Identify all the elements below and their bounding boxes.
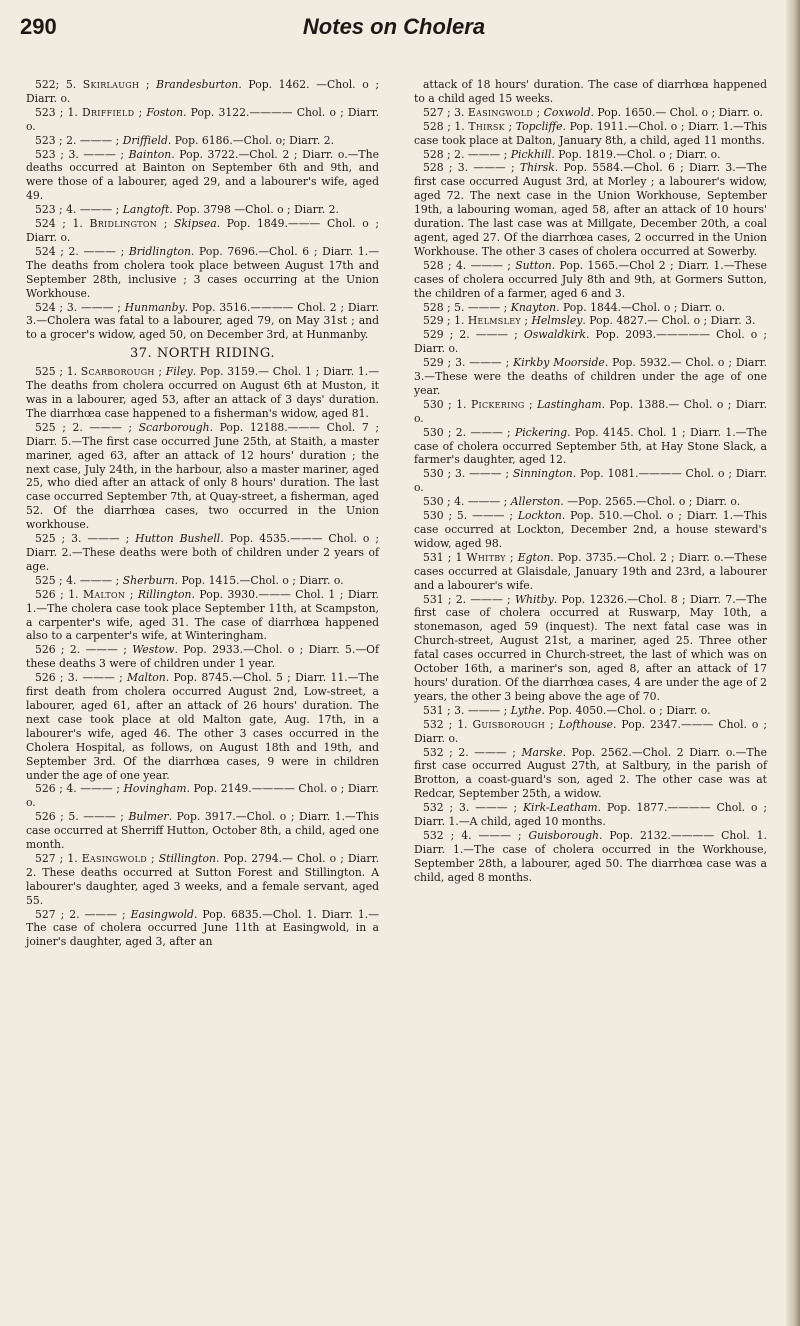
sub-district: Sutton	[515, 258, 552, 272]
sub-district: Knayton	[510, 300, 557, 314]
sub-district: Driffield	[122, 133, 168, 147]
entry-number: 530 ; 3. ——— ;	[423, 467, 513, 481]
entry-number: 532 ; 1.	[423, 717, 473, 731]
entry-text: Pop. 4145. Chol. 1 ; Diarr. 1.—The case of cholera occurred September 5th, at Hay Stone Slack, a farmer's daughter, aged 12.	[414, 425, 767, 467]
entry-number: 527 ; 2. ——— ;	[35, 907, 131, 921]
entry-text: Pop. 8745.—Chol. 5 ; Diarr. 11.—The first death from cholera occurred August 2nd, Low-street, a labourer, aged 61, after an attack of 26 hours' duration. The next case took place at old Malton gate, Aug. 17th, in a labourer's wife, aged 46. The other 3 cases occurred in the Cholera Hospital, as follows, on August 18th and 19th, and September 3rd. Of the diarrhœa cases, 9 were in children under the age of one year.	[26, 671, 379, 782]
entry-text: Pop. 1415.—Chol. o ; Diarr. o.	[178, 573, 344, 587]
entry-text: Pop. 4827.— Chol. o ; Diarr. 3.	[585, 314, 756, 328]
district-entry: 523 ; 3. ——— ; Bainton. Pop. 3722.—Chol. 2 ; Diarr. o.—The deaths occurred at Bainton on September 6th and 9th, and were those of a labourer, aged 29, and a labourer's wife, aged 49.	[26, 147, 379, 203]
entry-text: Pop. 6835.—Chol. 1. Diarr. 1.—The case of cholera occurred June 11th at Easingwold, in a joiner's daughter, aged 3, after an	[26, 907, 379, 949]
registration-district: Thirsk	[468, 119, 505, 133]
entry-number: 526 ; 4. ——— ;	[35, 782, 124, 796]
entry-number: 525 ; 2. ——— ;	[35, 420, 139, 434]
entry-number: 528 ; 3. ——— ;	[423, 161, 520, 175]
sub-district: Pickering	[514, 425, 568, 439]
sub-district: Rillington	[137, 587, 192, 601]
sub-district: Topcliffe	[515, 119, 563, 133]
sub-district: Foston	[146, 105, 184, 119]
sub-district: Langtoft	[122, 203, 170, 217]
sub-district: Pickhill	[510, 147, 552, 161]
entry-text: Pop. 2149.———— Chol. o ; Diarr. o.	[26, 782, 379, 810]
sub-district: Allerston	[510, 495, 561, 509]
registration-district: Skirlaugh	[82, 78, 140, 91]
sub-district: Egton	[517, 550, 551, 564]
sub-district: Brandesburton	[156, 78, 239, 91]
district-entry: 528 ; 2. ——— ; Pickhill. Pop. 1819.—Chol. o ; Diarr. o.	[423, 147, 721, 161]
district-entry: 526 ; 2. ——— ; Westow. Pop. 2933.—Chol. o ; Diarr. 5.—Of these deaths 3 were of children under 1 year.	[26, 643, 379, 671]
entry-number: 528 ; 5. ——— ;	[423, 300, 511, 314]
entry-text: Pop. 3159.— Chol. 1 ; Diarr. 1.—The deaths from cholera occurred on August 6th at Muston, it was in a labourer, aged 53, after an attack of 3 days' duration. The diarrhœa case happened to a fisherman's widow, aged 81.	[26, 365, 379, 420]
sub-district: Oswaldkirk	[523, 328, 586, 342]
entry-number: 529 ; 1.	[423, 314, 468, 328]
district-entry: 530 ; 3. ——— ; Sinnington. Pop. 1081.———— Chol. o ; Diarr. o.	[414, 467, 767, 495]
sub-district: Marske	[521, 745, 563, 759]
entry-number: 526 ; 1.	[35, 587, 84, 601]
entry-text: Pop. 510.—Chol. o ; Diarr. 1.—This case occurred at Lockton, December 2nd, a house steward's widow, aged 98.	[414, 509, 767, 550]
entry-text: Pop. 6186.—Chol. o; Diarr. 2.	[171, 133, 335, 147]
district-entry: 528 ; 5. ——— ; Knayton. Pop. 1844.—Chol. o ; Diarr. o.	[423, 300, 726, 314]
sub-district: Sherburn	[122, 573, 175, 587]
district-entry	[414, 78, 767, 106]
district-entry: 524 ; 3. ——— ; Hunmanby. Pop. 3516.———— Chol. 2 ; Diarr. 3.—Cholera was fatal to a labourer, aged 79, on May 31st ; and to a grocer's widow, aged 50, on December 3rd, at Hunmanby.	[26, 300, 379, 342]
registration-district: Pickering	[470, 397, 525, 411]
sub-district: Bainton	[128, 147, 172, 161]
district-entry: 525 ; 2. ——— ; Scarborough. Pop. 12188.——— Chol. 7 ; Diarr. 5.—The first case occurred June 25th, at Staith, a master mariner, aged 63, after an attack of 12 hours' duration ; the next case, July 24th, in the harbour, also a master mariner, aged 25, who died after an attack of only 8 hours' duration. The last case occurred September 7th, at Quay-street, a fisherman, aged 52. Of the diarrhœa cases, two occurred in the Union workhouse.	[26, 420, 379, 532]
registration-district: Easingwold	[467, 105, 534, 119]
entry-text: Pop. 2562.—Chol. 2 Diarr. o.—The first case occurred August 27th, at Saltbury, in the parish of Brotton, a coast-guard's son, aged 2. The other case was at Redcar, September 25th, a widow.	[414, 745, 767, 801]
district-entry: 532 ; 3. ——— ; Kirk-Leatham. Pop. 1877.———— Chol. o ; Diarr. 1.—A child, aged 10 months.	[414, 801, 767, 829]
entry-text: Pop. 5584.—Chol. 6 ; Diarr. 3.—The first case occurred August 3rd, at Morley ; a labourer's widow, aged 72. The next case in the Union Workhouse, September 19th, a labouring woman, aged 58, after an attack of 10 hours' duration. The last case was at Millgate, December 20th, a coal agent, aged 27. Of the diarrhœa cases, 2 occurred in the Union Workhouse. The other 3 cases of cholera occurred at Sowerby.	[414, 161, 767, 258]
sub-district: Westow	[132, 643, 175, 657]
entry-number: 530 ; 2. ——— ;	[423, 425, 515, 439]
district-entry: 532 ; 1. Guisborough ; Lofthouse. Pop. 2347.——— Chol. o ; Diarr. o.	[414, 717, 768, 745]
entry-text: Pop. 2347.——— Chol. o ; Diarr. o.	[414, 717, 768, 745]
entry-number: 531 ; 3. ——— ;	[423, 703, 511, 717]
sub-district: Lofthouse	[558, 717, 613, 731]
sub-district: Coxwold	[543, 105, 591, 119]
entry-text: Pop. 4050.—Chol. o ; Diarr. o.	[544, 703, 711, 717]
registration-district: Driffield	[82, 105, 135, 119]
entry-text: Pop. 1650.— Chol. o ; Diarr. o.	[593, 105, 763, 119]
entry-text: Pop. 5932.— Chol. o ; Diarr. 3.—These were the deaths of children under the age of one year.	[414, 356, 767, 397]
entry-number: 523 ; 2. ——— ;	[35, 133, 123, 147]
entry-text: Pop. 1081.———— Chol. o ; Diarr. o.	[414, 467, 767, 495]
left-column	[26, 78, 379, 949]
entry-number: 531 ; 1	[423, 550, 467, 564]
sub-district: Helmsley	[531, 314, 583, 328]
district-entry: 526 ; 4. ——— ; Hovingham. Pop. 2149.———— Chol. o ; Diarr. o.	[26, 782, 379, 810]
district-entry: 527 ; 2. ——— ; Easingwold. Pop. 6835.—Chol. 1. Diarr. 1.—The case of cholera occurred June 11th at Easingwold, in a joiner's daughter, aged 3, after an	[26, 907, 379, 949]
entry-text: Pop. 2093.————— Chol. o ; Diarr. o.	[414, 328, 767, 356]
district-entry: 524 ; 2. ——— ; Bridlington. Pop. 7696.—Chol. 6 ; Diarr. 1.—The deaths from cholera took place between August 17th and September 28th, inclusive ; 3 cases occurring at the Union Workhouse.	[26, 244, 379, 300]
district-entry: 527 ; 3. Easingwold ; Coxwold. Pop. 1650.— Chol. o ; Diarr. o.	[423, 105, 763, 119]
page-header	[20, 14, 768, 48]
entry-number: 529 ; 2. ——— ;	[423, 328, 524, 342]
entry-number: 524 ; 1.	[35, 217, 90, 231]
entry-text: Pop. 1819.—Chol. o ; Diarr. o.	[554, 147, 721, 161]
sub-district: Bridlington	[128, 244, 191, 258]
registration-district: Guisborough	[472, 717, 546, 731]
district-entry: 528 ; 1. Thirsk ; Topcliffe. Pop. 1911.—Chol. o ; Diarr. 1.—This case took place at Dalton, January 8th, a child, aged 11 months.	[414, 119, 767, 147]
right-column	[414, 78, 767, 885]
entry-text: Pop. 3122.———— Chol. o ; Diarr. o.	[26, 105, 379, 133]
district-entry: 530 ; 5. ——— ; Lockton. Pop. 510.—Chol. o ; Diarr. 1.—This case occurred at Lockton, December 2nd, a house steward's widow, aged 98.	[414, 509, 767, 550]
entry-number: 530 ; 5. ——— ;	[423, 509, 518, 523]
sub-district: Kirkby Moorside	[513, 356, 605, 370]
entry-text: Pop. 3930.——— Chol. 1 ; Diarr. 1.—The cholera case took place September 11th, at Scampston, a carpenter's wife, aged 31. The case of diarrhœa happened also to a carpenter's wife, at Winteringham.	[26, 587, 379, 643]
sub-district: Hunmanby	[124, 300, 185, 314]
entry-number: 529 ; 3. ——— ;	[423, 356, 514, 370]
entry-number: 528 ; 1.	[423, 119, 469, 133]
entry-number: 532 ; 2. ——— ;	[423, 745, 522, 759]
entry-text: Pop. 1877.———— Chol. o ; Diarr. 1.—A child, aged 10 months.	[414, 801, 767, 829]
district-entry: 526 ; 1. Malton ; Rillington. Pop. 3930.——— Chol. 1 ; Diarr. 1.—The cholera case took place September 11th, at Scampston, a carpenter's wife, aged 31. The case of diarrhœa happened also to a carpenter's wife, at Winteringham.	[26, 587, 379, 643]
sub-district: Scarborough	[138, 420, 210, 434]
entry-number: 526 ; 5. ——— ;	[35, 810, 129, 824]
entry-number: 531 ; 2. ——— ;	[423, 592, 515, 606]
sub-district: Whitby	[514, 592, 554, 606]
entry-number: 524 ; 3. ——— ;	[35, 300, 125, 314]
sub-district: Lythe	[510, 703, 542, 717]
district-entry: 532 ; 2. ——— ; Marske. Pop. 2562.—Chol. 2 Diarr. o.—The first case occurred August 27th, at Saltbury, in the parish of Brotton, a coast-guard's son, aged 2. The other case was at Redcar, September 25th, a widow.	[414, 745, 767, 801]
district-entry: 525 ; 4. ——— ; Sherburn. Pop. 1415.—Chol. o ; Diarr. o.	[35, 573, 344, 587]
sub-district: Hutton Bushell	[135, 532, 221, 546]
entry-text: Pop. 3735.—Chol. 2 ; Diarr. o.—These cases occurred at Glaisdale, January 19th and 23rd, a labourer and a labourer's wife.	[414, 550, 767, 592]
entry-number: 523 ; 1.	[35, 105, 82, 119]
sub-district: Kirk-Leatham	[522, 801, 598, 815]
entry-text: —Pop. 2565.—Chol. o ; Diarr. o.	[563, 495, 741, 509]
district-entry: 528 ; 3. ——— ; Thirsk. Pop. 5584.—Chol. 6 ; Diarr. 3.—The first case occurred August 3rd, at Morley ; a labourer's widow, aged 72. The next case in the Union Workhouse, September 19th, a labouring woman, aged 58, after an attack of 10 hours' duration. The last case was at Millgate, December 20th, a coal agent, aged 27. Of the diarrhœa cases, 2 occurred in the Union Workhouse. The other 3 cases of cholera occurred at Sowerby.	[414, 161, 767, 258]
sub-district: Lastingham	[537, 397, 602, 411]
entry-text: Pop. 1565.—Chol 2 ; Diarr. 1.—These cases of cholera occurred July 8th and 9th, at Gormers Sutton, the children of a farmer, aged 6 and 3.	[414, 258, 767, 300]
district-entry: 524 ; 1. Bridlington ; Skipsea. Pop. 1849.——— Chol. o ; Diarr. o.	[26, 217, 379, 244]
entry-text: Pop. 12188.——— Chol. 7 ; Diarr. 5.—The first case occurred June 25th, at Staith, a master mariner, aged 63, after an attack of 12 hours' duration ; the next case, July 24th, in the harbour, also a master mariner, aged 25, who died after an attack of only 8 hours' duration. The last case occurred September 7th, at Quay-street, a fisherman, aged 52. Of the diarrhœa cases, two occurred in the Union workhouse.	[26, 420, 379, 532]
sub-district: Malton	[127, 671, 166, 685]
sub-district: Sinnington	[512, 467, 573, 481]
entry-text: Pop. 2794.— Chol. o ; Diarr. 2. These deaths occurred at Sutton Forest and Stillington. A labourer's daughter, aged 3 weeks, and a female servant, aged 55.	[26, 851, 380, 907]
entry-number: 524 ; 2. ——— ;	[35, 244, 129, 258]
sub-district: Easingwold	[130, 907, 194, 921]
entry-text: Pop. 1911.—Chol. o ; Diarr. 1.—This case took place at Dalton, January 8th, a child, aged 11 months.	[414, 119, 767, 147]
entry-number: 522; 5.	[35, 78, 83, 91]
page-edge	[786, 0, 800, 1326]
registration-district: Helmsley	[467, 314, 521, 328]
district-entry: 530 ; 2. ——— ; Pickering. Pop. 4145. Chol. 1 ; Diarr. 1.—The case of cholera occurred September 5th, at Hay Stone Slack, a farmer's daughter, aged 12.	[414, 425, 767, 467]
registration-district: Bridlington	[89, 217, 158, 231]
entry-text: Pop. 7696.—Chol. 6 ; Diarr. 1.—The deaths from cholera took place between August 17th and September 28th, inclusive ; 3 cases occurring at the Union Workhouse.	[26, 244, 379, 300]
entry-number: 523 ; 4. ——— ;	[35, 203, 123, 217]
district-entry: 525 ; 3. ——— ; Hutton Bushell. Pop. 4535.——— Chol. o ; Diarr. 2.—These deaths were both of children under 2 years of age.	[26, 532, 379, 573]
entry-text: Pop. 2132.———— Chol. 1. Diarr. 1.—The case of cholera occurred in the Workhouse, September 28th, a labourer, aged 50. The diarrhœa case was a child, aged 8 months.	[414, 828, 767, 884]
district-entry: 526 ; 5. ——— ; Bulmer. Pop. 3917.—Chol. o ; Diarr. 1.—This case occurred at Sherriff Hutton, October 8th, a child, aged one month.	[26, 810, 379, 852]
entry-number: 525 ; 4. ——— ;	[35, 573, 123, 587]
district-entry: 531 ; 2. ——— ; Whitby. Pop. 12326.—Chol. 8 ; Diarr. 7.—The first case of cholera occurred at Ruswarp, May 10th, a stonemason, aged 59 (inquest). The next fatal case was in Church-street, August 21st, a mariner, aged 25. Three other fatal cases occurred in Church-street, the last of which was on October 16th, a mariner's son, aged 8, after an attack of 17 hours' duration. Of the diarrhœa cases, 4 are under the age of 2 years, the other 3 being above the age of 70.	[414, 592, 767, 703]
entry-text: Pop. 3516.———— Chol. 2 ; Diarr. 3.—Cholera was fatal to a labourer, aged 79, on May 31st ; and to a grocer's widow, aged 50, on December 3rd, at Hunmanby.	[26, 300, 379, 342]
entry-text: Pop. 4535.——— Chol. o ; Diarr. 2.—These deaths were both of children under 2 years of age.	[26, 532, 379, 573]
entry-text: Pop. 1844.—Chol. o ; Diarr. o.	[559, 300, 726, 314]
entry-number: 532 ; 4. ——— ;	[423, 828, 529, 842]
entry-text: Pop. 12326.—Chol. 8 ; Diarr. 7.—The first case of cholera occurred at Ruswarp, May 10th, a stonemason, aged 59 (inquest). The next fatal case was in Church-street, August 21st, a mariner, aged 25. Three other fatal cases occurred in Church-street, the last of which was on October 16th, a mariner's son, aged 8, after an attack of 17 hours' duration. Of the diarrhœa cases, 4 are under the age of 2 years, the other 3 being above the age of 70.	[414, 592, 767, 703]
entry-text: attack of 18 hours' duration. The case of diarrhœa happened to a child aged 15 weeks.	[414, 78, 767, 105]
district-entry: 527 ; 1. Easingwold ; Stillington. Pop. 2794.— Chol. o ; Diarr. 2. These deaths occurred at Sutton Forest and Stillington. A labourer's daughter, aged 3 weeks, and a female servant, aged 55.	[26, 851, 380, 907]
entry-text: Pop. 3722.—Chol. 2 ; Diarr. o.—The deaths occurred at Bainton on September 6th and 9th, and were those of a labourer, aged 29, and a labourer's wife, aged 49.	[26, 147, 379, 203]
entry-number: 528 ; 4. ——— ;	[423, 258, 516, 272]
district-entry: 530 ; 4. ——— ; Allerston. —Pop. 2565.—Chol. o ; Diarr. o.	[423, 495, 741, 509]
district-entry: 525 ; 1. Scarborough ; Filey. Pop. 3159.— Chol. 1 ; Diarr. 1.—The deaths from cholera occurred on August 6th at Muston, it was in a labourer, aged 53, after an attack of 3 days' duration. The diarrhœa case happened to a fisherman's widow, aged 81.	[26, 365, 379, 420]
entry-text: Pop. 1388.— Chol. o ; Diarr. o.	[414, 397, 767, 425]
entry-number: 523 ; 3. ——— ;	[35, 147, 129, 161]
entry-text: Pop. 3798 —Chol. o ; Diarr. 2.	[172, 203, 339, 217]
district-entry: 530 ; 1. Pickering ; Lastingham. Pop. 1388.— Chol. o ; Diarr. o.	[414, 397, 767, 425]
district-entry: 529 ; 1. Helmsley ; Helmsley. Pop. 4827.— Chol. o ; Diarr. 3.	[423, 314, 756, 328]
entry-number: 530 ; 4. ——— ;	[423, 495, 511, 509]
entry-number: 525 ; 1.	[35, 365, 81, 379]
entry-number: 526 ; 3. ——— ;	[35, 671, 127, 685]
entry-number: 526 ; 2. ——— ;	[35, 643, 133, 657]
sub-district: Bulmer	[128, 810, 169, 824]
district-entry: 531 ; 3. ——— ; Lythe. Pop. 4050.—Chol. o ; Diarr. o.	[423, 703, 711, 717]
sub-district: Hovingham	[123, 782, 187, 796]
district-entry: 529 ; 3. ——— ; Kirkby Moorside. Pop. 5932.— Chol. o ; Diarr. 3.—These were the deaths of children under the age of one year.	[414, 356, 767, 397]
district-entry: 528 ; 4. ——— ; Sutton. Pop. 1565.—Chol 2 ; Diarr. 1.—These cases of cholera occurred July 8th and 9th, at Gormers Sutton, the children of a farmer, aged 6 and 3.	[414, 258, 767, 300]
district-entry: 526 ; 3. ——— ; Malton. Pop. 8745.—Chol. 5 ; Diarr. 11.—The first death from cholera occurred August 2nd, Low-street, a labourer, aged 61, after an attack of 26 hours' duration. The next case took place at old Malton gate, Aug. 17th, in a labourer's wife, aged 46. The other 3 cases occurred in the Cholera Hospital, as follows, on August 18th and 19th, and September 3rd. Of the diarrhœa cases, 9 were in children under the age of one year.	[26, 671, 379, 782]
section-heading: 37. NORTH RIDING.	[130, 346, 275, 362]
sub-district: Filey	[165, 365, 193, 379]
sub-district: Lockton	[517, 509, 562, 523]
entry-text: Pop. 3917.—Chol. o ; Diarr. 1.—This case occurred at Sherriff Hutton, October 8th, a child, aged one month.	[26, 810, 379, 852]
district-entry: 531 ; 1 Whitby ; Egton. Pop. 3735.—Chol. 2 ; Diarr. o.—These cases occurred at Glaisdale, January 19th and 23rd, a labourer and a labourer's wife.	[414, 550, 767, 592]
entry-number: 532 ; 3. ——— ;	[423, 801, 523, 815]
district-entry: 522; 5. Skirlaugh ; Brandesburton. Pop. 1462. —Chol. o ; Diarr. o.	[26, 78, 379, 105]
entry-number: 530 ; 1.	[423, 397, 471, 411]
district-entry: 529 ; 2. ——— ; Oswaldkirk. Pop. 2093.————— Chol. o ; Diarr. o.	[414, 328, 767, 356]
sub-district: Guisborough	[528, 828, 599, 842]
page-number: 290	[20, 14, 57, 39]
registration-district: Easingwold	[81, 851, 147, 865]
registration-district: Malton	[83, 587, 126, 601]
entry-number: 527 ; 1.	[35, 851, 82, 865]
district-entry: 523 ; 2. ——— ; Driffield. Pop. 6186.—Chol. o; Diarr. 2.	[35, 133, 335, 147]
entry-number: 528 ; 2. ——— ;	[423, 147, 511, 161]
district-entry: 523 ; 1. Driffield ; Foston. Pop. 3122.———— Chol. o ; Diarr. o.	[26, 105, 379, 133]
running-title: Notes on Cholera	[302, 14, 486, 39]
district-entry: 523 ; 4. ——— ; Langtoft. Pop. 3798 —Chol. o ; Diarr. 2.	[35, 203, 339, 217]
registration-district: Whitby	[466, 550, 506, 564]
entry-text: Pop. 1849.——— Chol. o ; Diarr. o.	[26, 217, 379, 244]
registration-district: Scarborough	[80, 365, 155, 379]
entry-text: Pop. 1462. —Chol. o ; Diarr. o.	[26, 78, 379, 105]
district-entry: 532 ; 4. ——— ; Guisborough. Pop. 2132.———— Chol. 1. Diarr. 1.—The case of cholera occurred in the Workhouse, September 28th, a labourer, aged 50. The diarrhœa case was a child, aged 8 months.	[414, 828, 767, 884]
sub-district: Skipsea	[173, 217, 217, 231]
sub-district: Stillington	[158, 851, 216, 865]
entry-number: 525 ; 3. ——— ;	[35, 532, 136, 546]
sub-district: Thirsk	[519, 161, 555, 175]
entry-number: 527 ; 3.	[423, 105, 468, 119]
entry-text: Pop. 2933.—Chol. o ; Diarr. 5.—Of these deaths 3 were of children under 1 year.	[26, 643, 379, 671]
